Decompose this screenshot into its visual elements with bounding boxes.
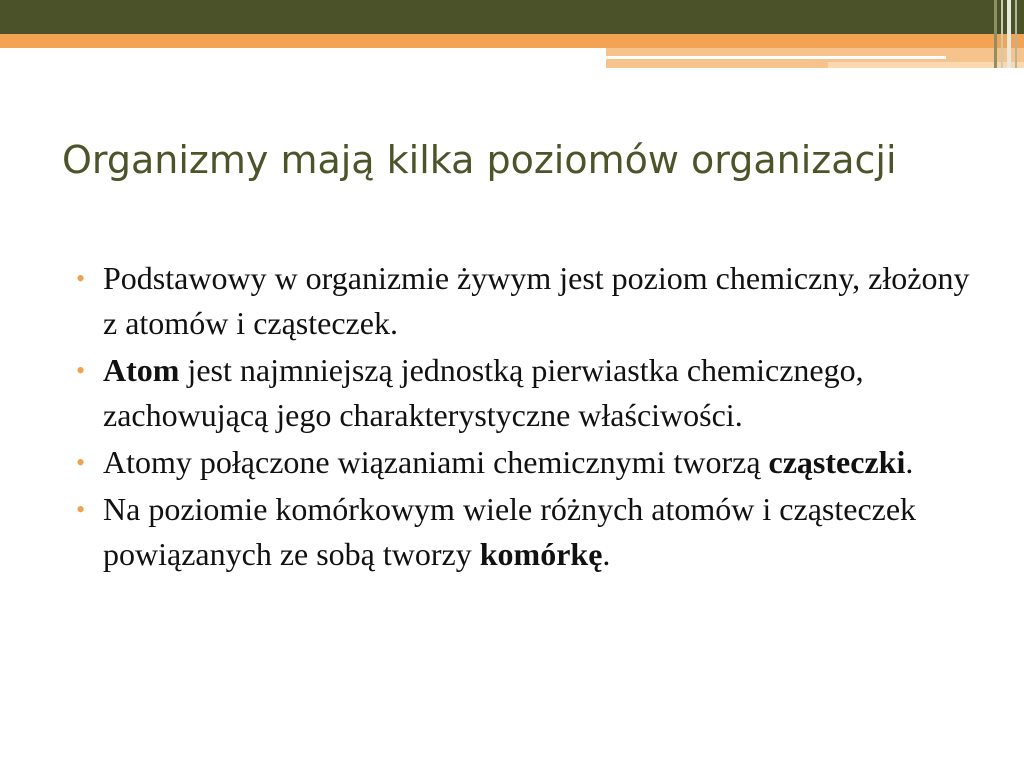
bullet-text: . — [905, 444, 914, 480]
header-vertical-stripe — [994, 0, 997, 68]
bullet-dot-icon: • — [76, 264, 86, 293]
header-vertical-stripe — [1001, 0, 1003, 68]
bullet-item — [76, 348, 976, 438]
bullet-text-bold: Atom — [103, 352, 180, 388]
bullet-text: Podstawowy w organizmie żywym jest poziom chemiczny, złożony z atomów i cząsteczek. — [103, 260, 970, 341]
header-bar — [0, 0, 1024, 34]
bullet-text: . — [602, 536, 611, 572]
bullet-text: Na poziomie komórkowym wiele różnych atomów i cząsteczek powiązanych ze sobą tworzy — [103, 491, 917, 572]
slide-title: Organizmy mają kilka poziomów organizacji — [62, 138, 897, 182]
bullet-dot-icon: • — [76, 448, 86, 477]
header-vertical-stripe — [1015, 0, 1017, 68]
bullet-list — [76, 256, 976, 579]
bullet-text-bold: cząsteczki — [768, 444, 906, 480]
header-accent-band — [0, 34, 1024, 48]
bullet-text: Atomy połączone wiązaniami chemicznymi tworzą — [103, 444, 769, 480]
bullet-dot-icon: • — [76, 495, 86, 524]
header-accent-line — [606, 56, 946, 59]
bullet-item — [76, 256, 976, 346]
bullet-text: jest najmniejszą jednostką pierwiastka chemicznego, zachowującą jego charakterystyczne właściwości. — [103, 352, 864, 433]
bullet-text-bold: komórkę — [479, 536, 603, 572]
bullet-dot-icon: • — [76, 356, 86, 385]
bullet-item — [76, 440, 976, 485]
bullet-item — [76, 487, 976, 577]
header-vertical-stripe — [1007, 0, 1011, 68]
